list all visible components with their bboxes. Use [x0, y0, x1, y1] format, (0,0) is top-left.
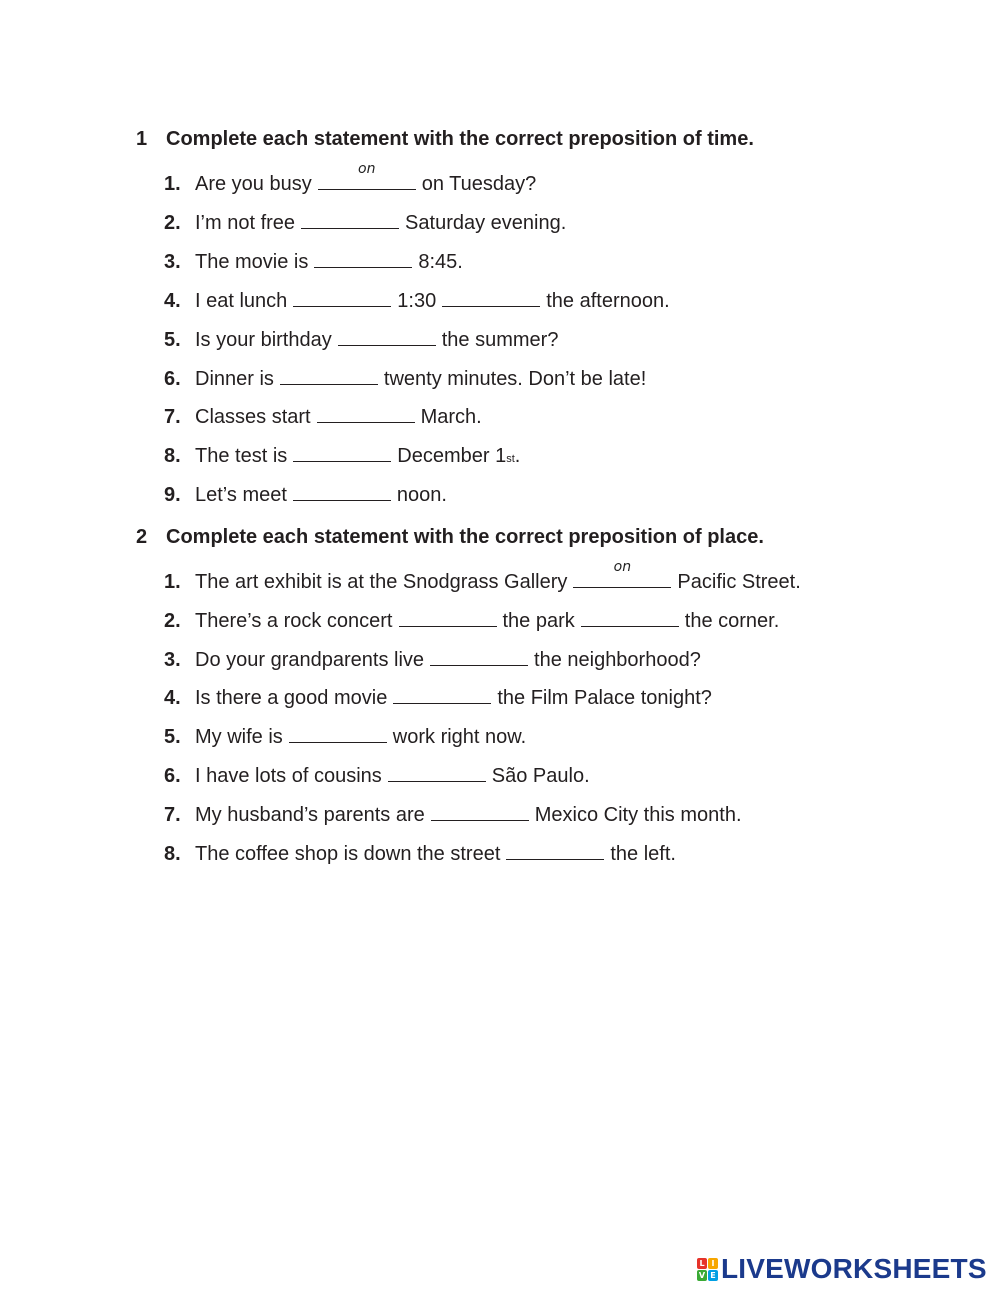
- item-text: Classes start: [195, 406, 311, 428]
- exercise-item: [164, 206, 566, 235]
- answer-blank[interactable]: [506, 837, 604, 860]
- exercise-item: [164, 643, 701, 672]
- item-text: twenty minutes. Don’t be late!: [383, 368, 647, 390]
- logo-block-l: L: [697, 1258, 707, 1269]
- answer-blank[interactable]: [301, 206, 399, 229]
- item-text: Is there a good movie: [195, 687, 388, 709]
- item-text: São Paulo.: [491, 765, 590, 787]
- item-number: 1.: [164, 173, 181, 195]
- item-number: 5.: [164, 726, 181, 748]
- answer-blank[interactable]: [317, 400, 415, 423]
- exercise-item: 8. The test is December 1 st .: [164, 439, 520, 468]
- exercise-item: [164, 559, 801, 594]
- answer-blank[interactable]: [289, 720, 387, 743]
- item-text: the neighborhood?: [534, 649, 701, 671]
- section-instruction: Complete each statement with the correct preposition of place.: [166, 526, 764, 548]
- exercise-item: [164, 161, 537, 196]
- answer-blank[interactable]: [293, 439, 391, 462]
- item-text: the left.: [610, 843, 676, 865]
- item-text: 8:45.: [418, 251, 463, 273]
- item-text: Saturday evening.: [405, 212, 567, 234]
- item-number: 6.: [164, 368, 181, 390]
- item-text: I have lots of cousins: [195, 765, 382, 787]
- logo-text: LIVEWORKSHEETS: [721, 1253, 987, 1284]
- exercise-item: [164, 681, 712, 710]
- answer-blank[interactable]: [442, 284, 540, 307]
- liveworksheets-logo[interactable]: [697, 1253, 987, 1285]
- item-text: noon.: [396, 484, 447, 506]
- exercise-item: [164, 720, 526, 749]
- item-text: the summer?: [441, 329, 559, 351]
- item-text: The movie is: [195, 251, 309, 273]
- item-text: I eat lunch: [195, 290, 288, 312]
- answer-blank[interactable]: [314, 245, 412, 268]
- item-text: There’s a rock concert: [195, 610, 393, 632]
- section-number: 1: [136, 128, 148, 150]
- item-number: 4.: [164, 687, 181, 709]
- item-number: 8.: [164, 445, 181, 467]
- answer-blank[interactable]: [280, 362, 378, 385]
- answer-text: on: [613, 559, 632, 575]
- item-number: 7.: [164, 804, 181, 826]
- answer-blank[interactable]: [573, 559, 671, 588]
- exercise-item: [164, 478, 447, 507]
- answer-blank[interactable]: [293, 478, 391, 501]
- item-text: the corner.: [684, 610, 780, 632]
- item-text: I’m not free: [195, 212, 296, 234]
- answer-blank[interactable]: [393, 681, 491, 704]
- exercise-item: [164, 323, 558, 352]
- logo-block-v: V: [698, 1270, 706, 1280]
- answer-blank[interactable]: [430, 643, 528, 666]
- item-text: the park: [502, 610, 575, 632]
- item-text: My husband’s parents are: [195, 804, 425, 826]
- item-number: 6.: [164, 765, 181, 787]
- item-number: 3.: [164, 649, 181, 671]
- item-text: Is your birthday: [195, 329, 332, 351]
- item-number: 3.: [164, 251, 181, 273]
- exercise-item: [164, 245, 463, 274]
- item-number: 1.: [164, 571, 181, 593]
- exercise-item: [164, 759, 590, 788]
- item-text: the afternoon.: [546, 290, 670, 312]
- answer-blank[interactable]: [338, 323, 436, 346]
- exercise-item: [164, 837, 676, 866]
- answer-blank[interactable]: [581, 604, 679, 627]
- item-text: Dinner is: [195, 368, 274, 390]
- item-text: The art exhibit is at the Snodgrass Gallery: [195, 571, 568, 593]
- item-number: 2.: [164, 610, 181, 632]
- item-text: .: [514, 445, 521, 467]
- item-text: The test is: [195, 445, 288, 467]
- section-number: 2: [136, 526, 148, 548]
- exercise-item: [164, 362, 646, 391]
- item-text: March.: [420, 406, 482, 428]
- answer-blank[interactable]: [399, 604, 497, 627]
- liveworksheets-icon: [697, 1258, 718, 1281]
- item-number: 7.: [164, 406, 181, 428]
- exercise-item: [164, 400, 482, 429]
- item-number: 2.: [164, 212, 181, 234]
- item-text: on Tuesday?: [421, 173, 537, 195]
- item-text: Mexico City this month.: [534, 804, 742, 826]
- item-text: the Film Palace tonight?: [497, 687, 712, 709]
- exercise-item: [164, 604, 779, 633]
- item-text: Let’s meet: [195, 484, 287, 506]
- item-text: Are you busy: [195, 173, 312, 195]
- item-text: December 1: [397, 445, 507, 467]
- item-number: 4.: [164, 290, 181, 312]
- item-number: 8.: [164, 843, 181, 865]
- section-1-heading: [136, 128, 754, 151]
- answer-blank[interactable]: [431, 798, 529, 821]
- item-number: 5.: [164, 329, 181, 351]
- answer-text: on: [358, 161, 376, 177]
- answer-blank[interactable]: [293, 284, 391, 307]
- item-text: Do your grandparents live: [195, 649, 425, 671]
- item-number: 9.: [164, 484, 181, 506]
- answer-blank[interactable]: [318, 161, 416, 190]
- exercise-item: [164, 798, 742, 827]
- item-text: 1:30: [397, 290, 437, 312]
- section-instruction: Complete each statement with the correct preposition of time.: [166, 128, 754, 150]
- logo-block-e: E: [708, 1270, 718, 1281]
- item-text: My wife is: [195, 726, 283, 748]
- logo-block-i: I: [708, 1258, 718, 1269]
- item-text: work right now.: [392, 726, 527, 748]
- item-text: The coffee shop is down the street: [195, 843, 501, 865]
- answer-blank[interactable]: [388, 759, 486, 782]
- item-text: Pacific Street.: [677, 571, 801, 593]
- section-2-heading: [136, 526, 764, 549]
- exercise-item: [164, 284, 670, 313]
